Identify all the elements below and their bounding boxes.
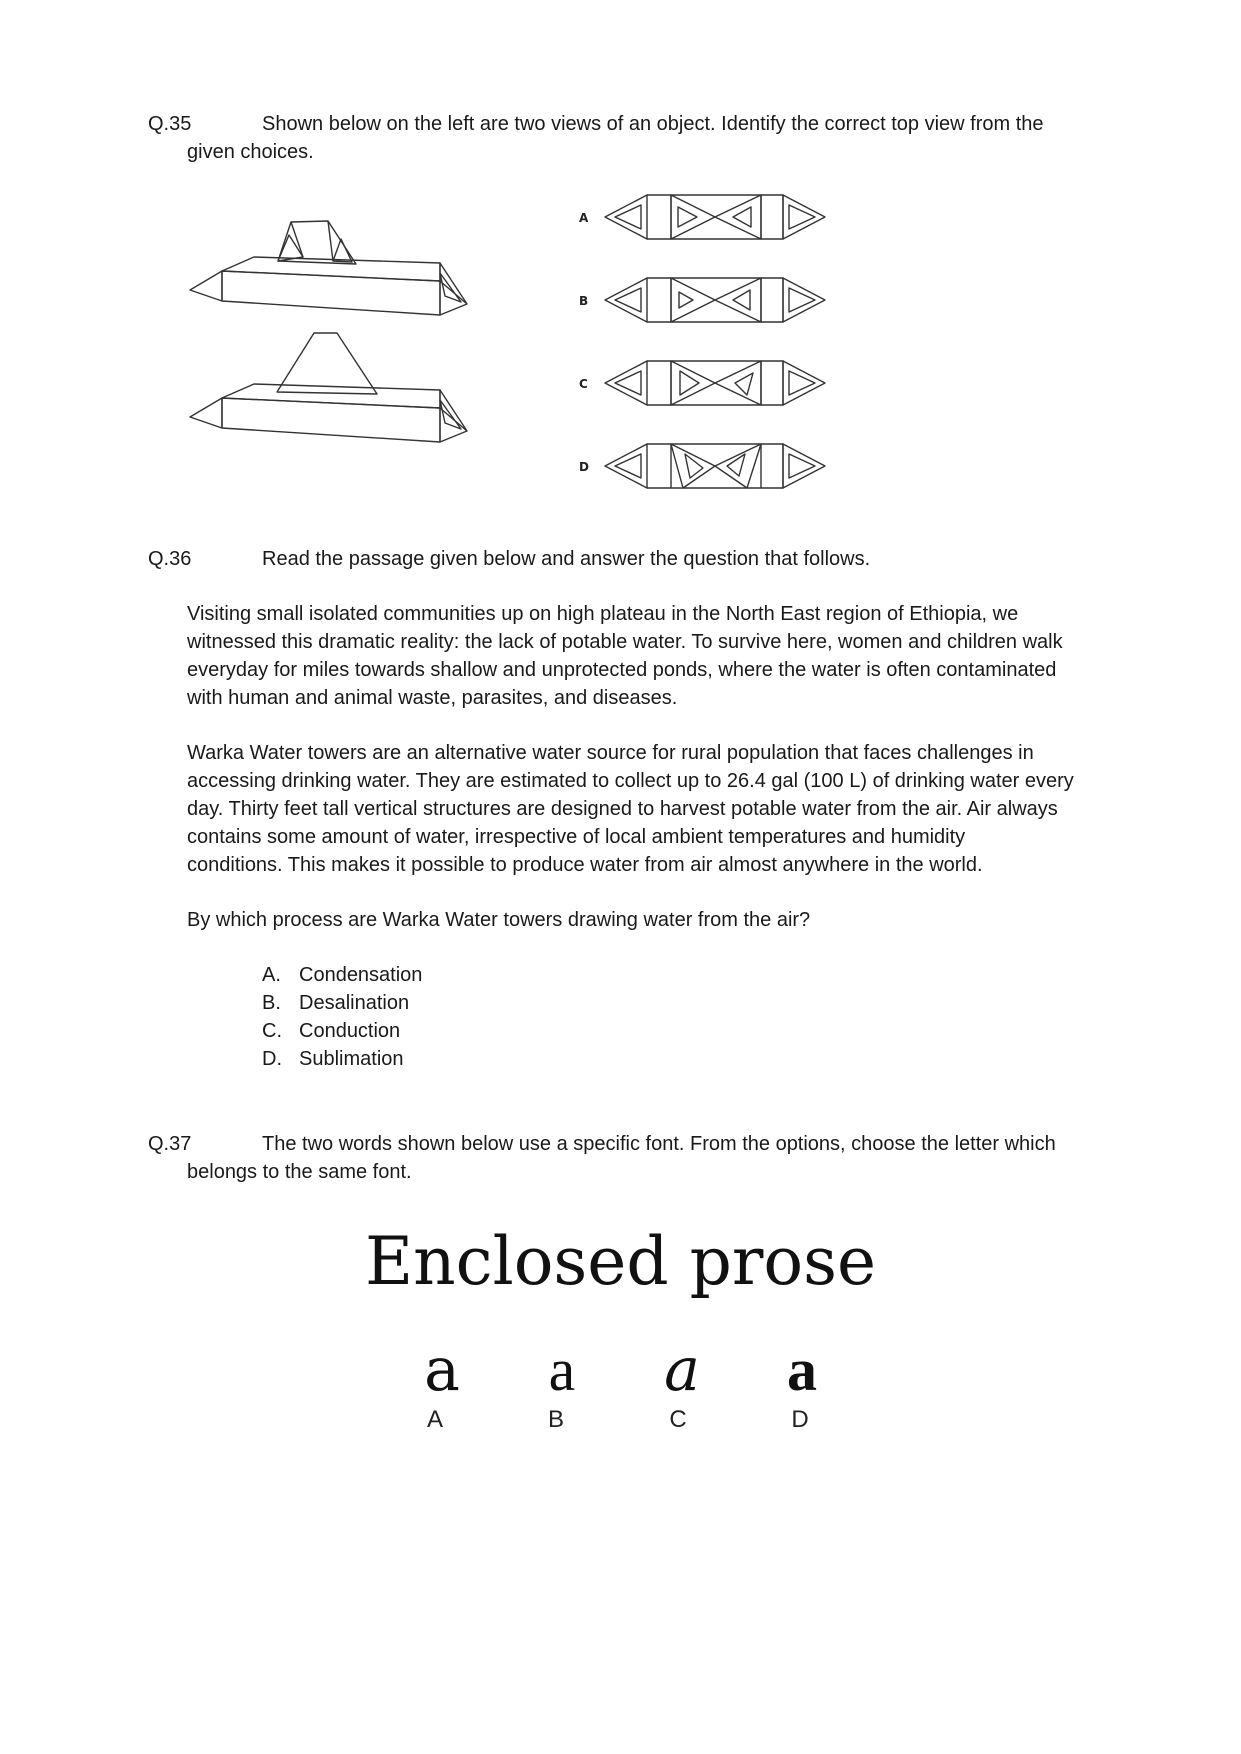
q35-number: Q.35 [148,113,192,135]
object-view-2 [190,333,467,442]
q37-label-a: A [426,1406,443,1433]
option-text: Conduction [299,1020,401,1042]
q37-number: Q.37 [148,1133,192,1155]
q37-text-line1: The two words shown below use a specific font. From the options, choose the letter which [262,1133,1056,1155]
choice-c-label: C [579,377,588,391]
q36-number: Q.36 [148,548,192,570]
q36-para2-line: day. Thirty feet tall vertical structures are designed to harvest potable water from the air. Air always [187,798,1058,820]
option-letter: D. [262,1048,282,1070]
q37-text-line2: belongs to the same font. [187,1161,412,1183]
q36-options-list [262,961,422,1073]
option-letter: A. [262,964,281,986]
object-view-1 [190,221,467,315]
choice-c-drawing [579,361,825,405]
q36-para2-line: contains some amount of water, irrespective of local ambient temperatures and humidity [187,826,966,848]
q35-choices-figure [575,193,855,503]
q36-para1-line: Visiting small isolated communities up on high plateau in the North East region of Ethiopia, we [187,603,1019,625]
q36-option-a [262,961,422,989]
option-letter: C. [262,1020,282,1042]
q35-object-views-figure [185,210,505,470]
q37-glyph-d: a [787,1337,817,1403]
q37-glyph-c: a [664,1335,700,1405]
q37-label-c: C [669,1406,687,1433]
q36-para2-line: accessing drinking water. They are estimated to collect up to 26.4 gal (100 L) of drinking water every [187,770,1074,792]
q36-para1-line: witnessed this dramatic reality: the lack of potable water. To survive here, women and children walk [187,631,1063,653]
choice-d-drawing [579,444,825,488]
q36-para1-line: everyday for miles towards shallow and unprotected ponds, where the water is often contaminated [187,659,1057,681]
option-text: Desalination [299,992,410,1014]
q36-question: By which process are Warka Water towers drawing water from the air? [187,909,811,931]
option-text: Condensation [299,964,423,986]
q36-paragraph-2 [187,739,1131,879]
q36-para1-line: with human and animal waste, parasites, and diseases. [187,687,678,709]
q36-intro: Read the passage given below and answer the question that follows. [262,548,871,570]
choice-a-drawing [579,195,825,239]
q36-para2-line: Warka Water towers are an alternative water source for rural population that faces challenges in [187,742,1034,764]
q36-para2-line: conditions. This makes it possible to produce water from air almost anywhere in the world. [187,854,983,876]
q36-option-d [262,1045,422,1073]
q36-option-c [262,1017,422,1045]
q35-text-line1: Shown below on the left are two views of an object. Identify the correct top view from the [262,113,1044,135]
choice-b-drawing [579,278,825,322]
q37-label-b: B [547,1406,564,1433]
q37-label-d: D [791,1406,809,1433]
choice-d-label: D [579,460,589,474]
choice-b-label: B [579,294,589,308]
q36-paragraph-1 [187,600,1131,712]
q36-option-b [262,989,422,1017]
option-letter: B. [262,992,281,1014]
option-text: Sublimation [299,1048,404,1070]
q37-glyph-b: a [548,1337,576,1403]
choice-a-label: A [579,211,589,225]
q35-text-line2: given choices. [187,141,314,163]
q37-sample-words: Enclosed prose [364,1223,877,1300]
q37-glyph-a: a [424,1335,460,1405]
